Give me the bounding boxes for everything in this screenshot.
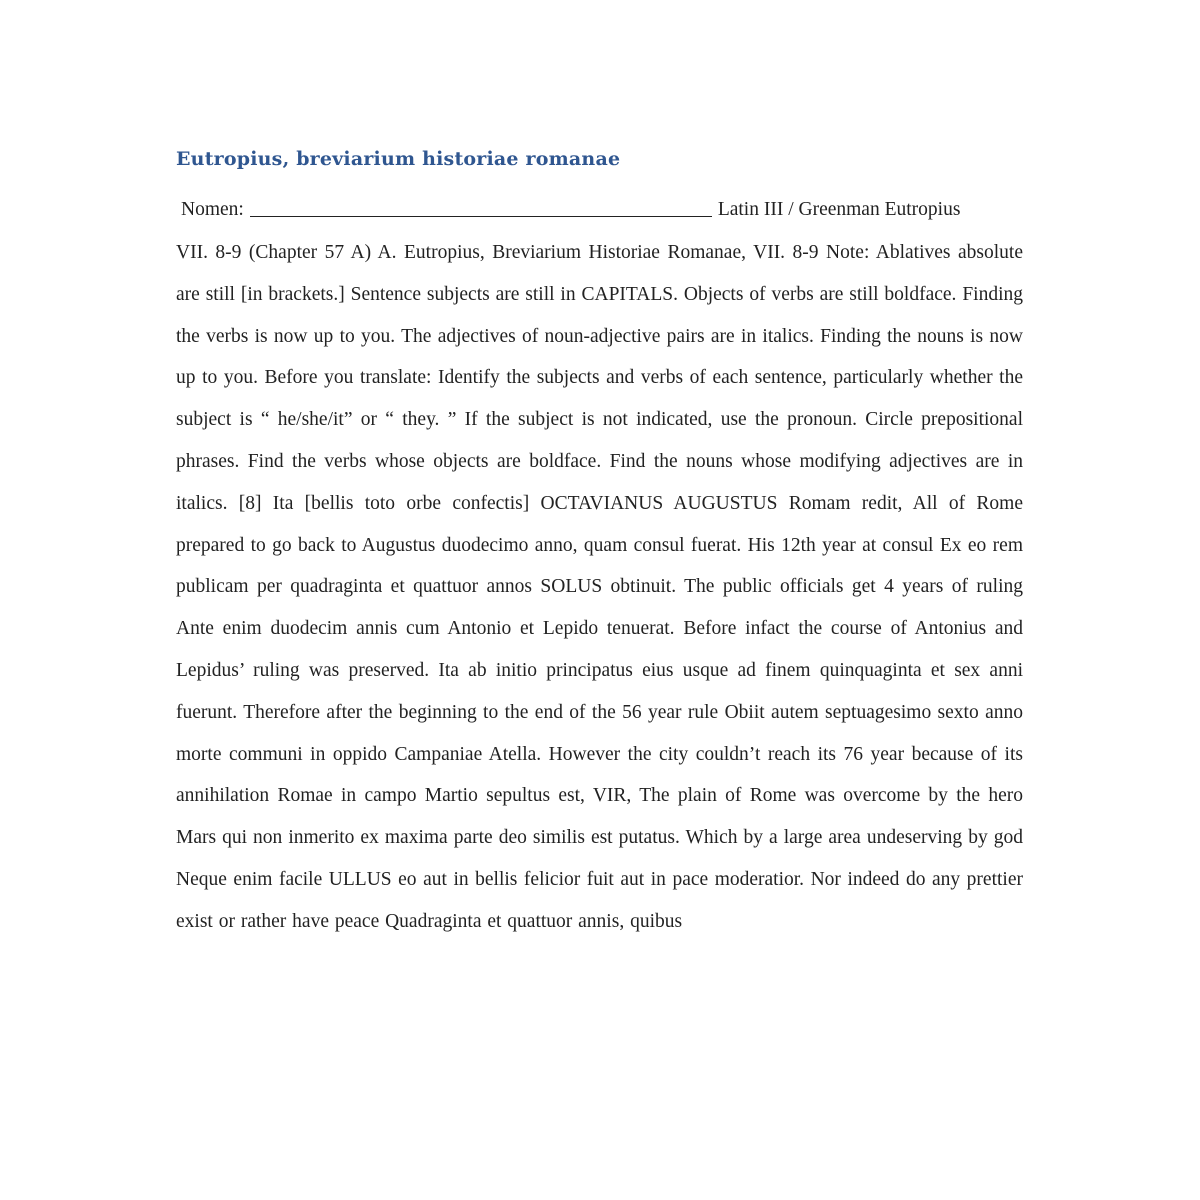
document-page (176, 140, 1023, 943)
nomen-label: Nomen: (181, 199, 244, 220)
course-label: Latin III / Greenman Eutropius (717, 199, 961, 220)
body-paragraph: VII. 8-9 (Chapter 57 A) A. Eutropius, Breviarium Historiae Romanae, VII. 8-9 Note: Ablatives absolute are still [in brackets.] Sentence subjects are still in CAPITALS. Objects of verbs are still boldface. Finding the verbs is now up to you. The adjectives of noun-adjective pairs are in italics. Finding the nouns is now up to you. Before you translate: Identify the subjects and verbs of each sentence, particularly whether the subject is “ he/she/it” or “ they. ” If the subject is not indicated, use the pronoun. Circle prepositional phrases. Find the verbs whose objects are boldface. Find the nouns whose modifying adjectives are in italics. [8] Ita [bellis toto orbe confectis] OCTAVIANUS AUGUSTUS Romam redit, All of Rome prepared to go back to Augustus duodecimo anno, quam consul fuerat. His 12th year at consul Ex eo rem publicam per quadraginta et quattuor annos SOLUS obtinuit. The public officials get 4 years of ruling Ante enim duodecim annis cum Antonio et Lepido tenuerat. Before infact the course of Antonius and Lepidus’ ruling was preserved. Ita ab initio principatus eius usque ad finem quinquaginta et sex anni fuerunt. Therefore after the beginning to the end of the 56 year rule Obiit autem septuagesimo sexto anno morte communi in oppido Campaniae Atella. However the city couldn’t reach its 76 year because of its annihilation Romae in campo Martio sepultus est, VIR, The plain of Rome was overcome by the hero Mars qui non inmerito ex maxima parte deo similis est putatus. Which by a large area undeserving by god Neque enim facile ULLUS eo aut in bellis felicior fuit aut in pace moderatior. Nor indeed do any prettier exist or rather have peace Quadraginta et quattuor annis, quibus (176, 242, 1023, 932)
document-title: Eutropius, breviarium historiae romanae (176, 148, 621, 170)
name-blank-line (250, 200, 712, 217)
nomen-line (176, 190, 1023, 230)
